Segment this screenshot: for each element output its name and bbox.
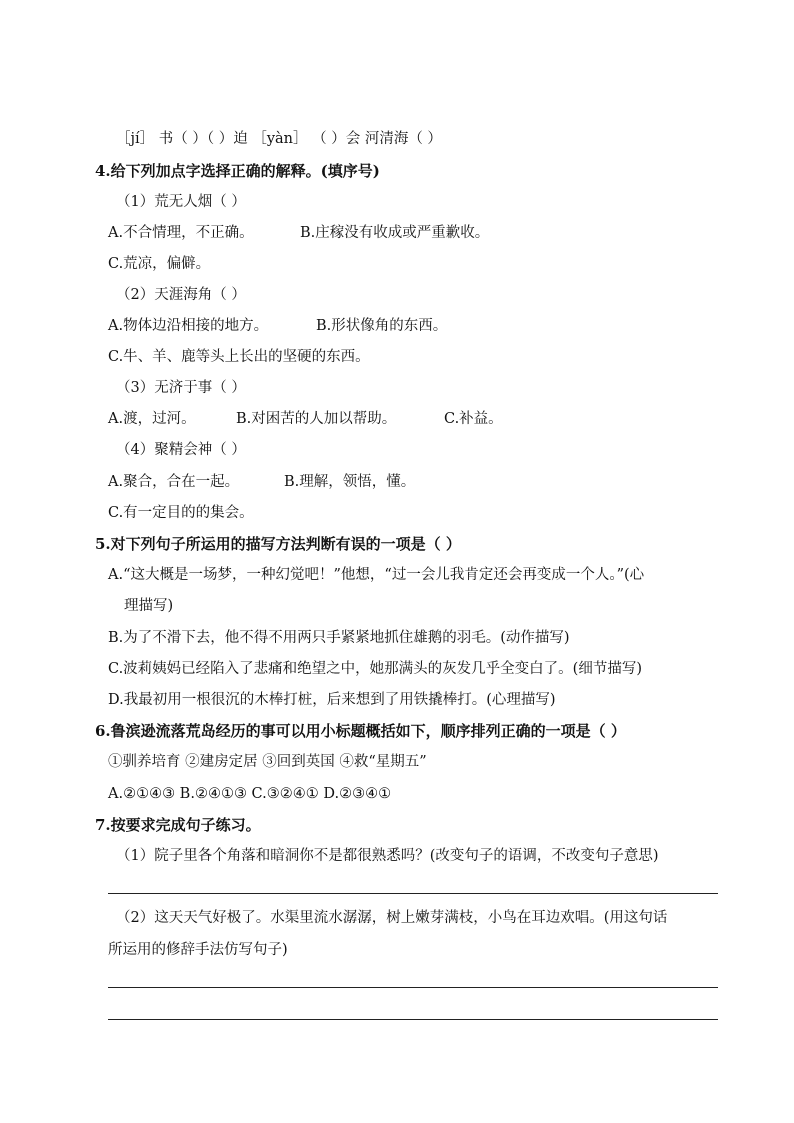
q5-option-d: D.我最初用一根很沉的木棒打桩，后来想到了用铁撬棒打。(心理描写) bbox=[108, 692, 556, 708]
q5-option-a: A.“这大概是一场梦，一种幻觉吧！”他想，“过一会儿我肯定还会再变成一个人。”(心 bbox=[108, 567, 645, 583]
q4-sub4-option-a: A.聚合，合在一起。 bbox=[108, 474, 240, 490]
q6-options: A.②①④③ B.②④①③ C.③②④① D.②③④① bbox=[108, 786, 392, 802]
q4-sub1-option-c: C.荒凉，偏僻。 bbox=[108, 256, 211, 272]
q4-sub3: （3）无济于事（ ） bbox=[116, 380, 246, 396]
q4-sub4: （4）聚精会神（ ） bbox=[116, 442, 246, 458]
q6-items: ①驯养培育 ②建房定居 ③回到英国 ④救“星期五” bbox=[108, 754, 427, 770]
q5-option-b: B.为了不滑下去，他不得不用两只手紧紧地抓住雄鹅的羽毛。(动作描写) bbox=[108, 630, 570, 646]
q4-sub3-option-a: A.渡，过河。 bbox=[108, 411, 196, 427]
question-6-title: 6.鲁滨逊流落荒岛经历的事可以用小标题概括如下，顺序排列正确的一项是（ ） bbox=[95, 722, 626, 740]
q4-sub3-option-b: B.对困苦的人加以帮助。 bbox=[236, 411, 397, 427]
q4-sub4-option-c: C.有一定目的的集会。 bbox=[108, 505, 254, 521]
answer-line-2[interactable] bbox=[108, 987, 718, 988]
q4-sub4-option-b: B.理解，领悟，懂。 bbox=[284, 474, 416, 490]
answer-line-1[interactable] bbox=[108, 893, 718, 894]
q7-sub2: （2）这天天气好极了。水渠里流水潺潺，树上嫩芽满枝，小鸟在耳边欢唱。(用这句话 bbox=[116, 910, 668, 926]
q4-sub1-option-a: A.不合情理，不正确。 bbox=[108, 225, 254, 241]
q4-sub1-option-b: B.庄稼没有收成或严重歉收。 bbox=[300, 225, 490, 241]
question-5-title: 5.对下列句子所运用的描写方法判断有误的一项是（ ） bbox=[95, 535, 461, 553]
q7-sub1: （1）院子里各个角落和暗洞你不是都很熟悉吗？(改变句子的语调，不改变句子意思) bbox=[116, 848, 659, 864]
answer-line-3[interactable] bbox=[108, 1019, 718, 1020]
q5-option-c: C.波莉姨妈已经陷入了悲痛和绝望之中，她那满头的灰发几乎全变白了。(细节描写) bbox=[108, 661, 642, 677]
q4-sub1: （1）荒无人烟（ ） bbox=[116, 194, 246, 210]
q7-sub2-cont: 所运用的修辞手法仿写句子) bbox=[108, 942, 288, 958]
q4-sub3-option-c: C.补益。 bbox=[444, 411, 503, 427]
q4-sub2-option-b: B.形状像角的东西。 bbox=[316, 318, 448, 334]
q4-sub2-option-a: A.物体边沿相接的地方。 bbox=[108, 318, 269, 334]
question-4-title: 4.给下列加点字选择正确的解释。(填序号) bbox=[95, 162, 380, 180]
pinyin-fill-line: ［jí］ 书（ ）（ ）迫 ［yàn］ （ ）会 河清海（ ） bbox=[116, 131, 442, 147]
q4-sub2-option-c: C.牛、羊、鹿等头上长出的坚硬的东西。 bbox=[108, 349, 370, 365]
q4-sub2: （2）天涯海角（ ） bbox=[116, 287, 246, 303]
question-7-title: 7.按要求完成句子练习。 bbox=[95, 816, 261, 834]
q5-option-a-cont: 理描写) bbox=[124, 598, 174, 614]
